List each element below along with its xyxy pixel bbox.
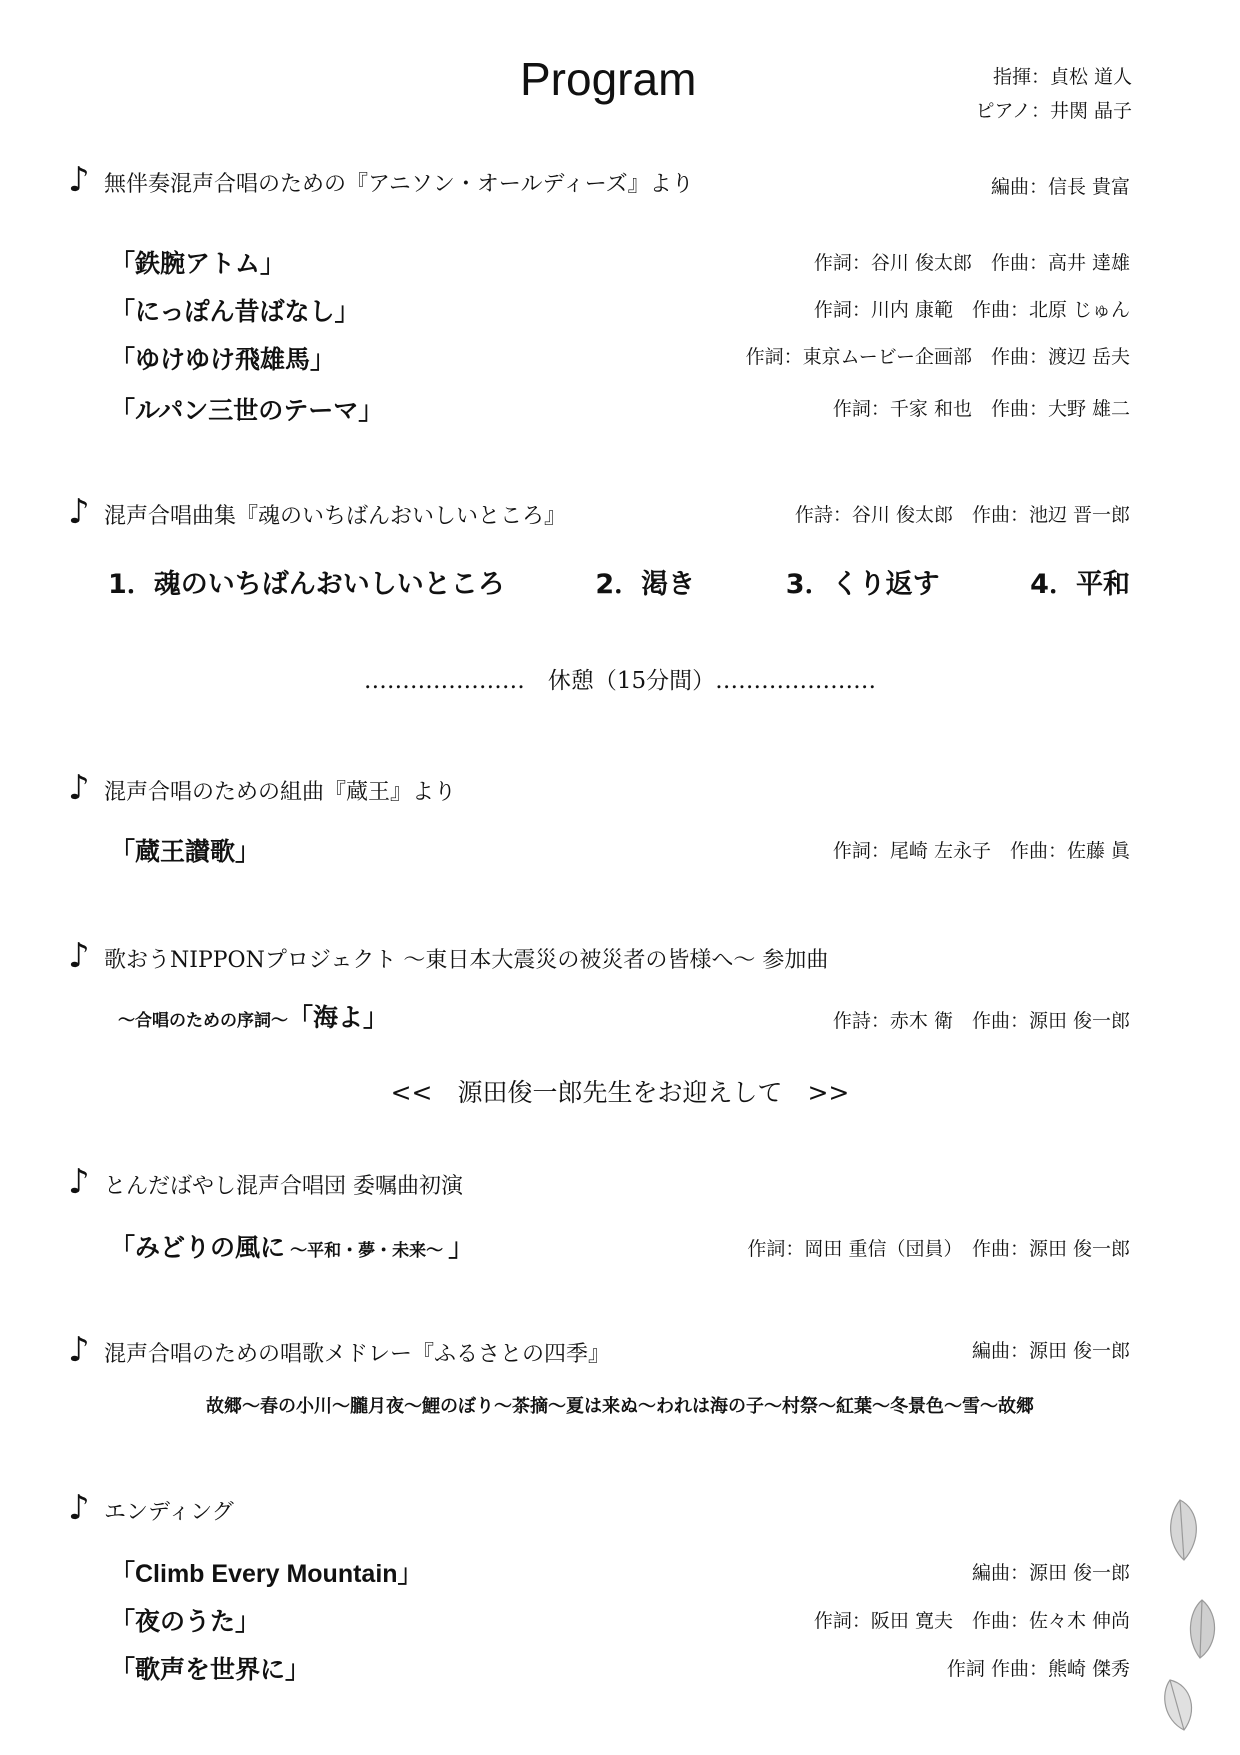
section-credit: 編曲：信長 貴富 [990, 176, 1130, 198]
song-title [118, 998, 388, 1034]
song-title: 「夜のうた」 [110, 1607, 261, 1636]
song-credit: 作詩：赤木 衛 作曲：源田 俊一郎 [832, 1010, 1130, 1032]
song-title: 「にっぽん昔ばなし」 [110, 297, 360, 326]
section-credit: 作詩：谷川 俊太郎 作曲：池辺 晋一郎 [794, 504, 1130, 526]
music-note-icon: ♪ [68, 492, 90, 532]
conductor-credit: 指揮：貞松 道人 [992, 66, 1132, 88]
section-title: 混声合唱のための組曲『蔵王』より [104, 780, 457, 805]
section-title: 混声合唱曲集『魂のいちばんおいしいところ』 [104, 504, 567, 529]
section-heading [68, 492, 566, 532]
song-credit: 作詞：東京ムービー企画部 作曲：渡辺 岳夫 [745, 346, 1130, 368]
song-main-title: 「海よ」 [288, 1003, 389, 1032]
section-heading [68, 768, 456, 808]
song-credit: 作詞：千家 和也 作曲：大野 雄二 [832, 398, 1130, 420]
song-main-title: 「みどりの風に [110, 1233, 286, 1262]
section-heading [68, 1330, 610, 1370]
song-credit: 作詞：岡田 重信（団員） 作曲：源田 俊一郎 [747, 1238, 1130, 1260]
song-credit: 作詞：谷川 俊太郎 作曲：高井 達雄 [813, 252, 1130, 274]
movement-item: 1．魂のいちばんおいしいところ [108, 569, 505, 600]
song-title [110, 1228, 473, 1264]
section-title: 混声合唱のための唱歌メドレー『ふるさとの四季』 [104, 1342, 611, 1367]
song-credit: 作詞：川内 康範 作曲：北原 じゅん [813, 299, 1130, 321]
song-credit: 作詞 作曲：熊崎 傑秀 [946, 1658, 1130, 1680]
movement-item: 2．渇き [595, 569, 696, 600]
song-prefix: ～合唱のための序詞～ [118, 1011, 288, 1031]
song-title: 「ゆけゆけ飛雄馬」 [110, 345, 336, 374]
guest-announcement: << 源田俊一郎先生をお迎えして >> [390, 1078, 850, 1107]
section-heading [68, 1488, 234, 1528]
section-heading [68, 160, 694, 200]
page-title: Program [520, 53, 697, 105]
section-title: 歌おうNIPPONプロジェクト ～東日本大震災の被災者の皆様へ～ 参加曲 [104, 948, 829, 973]
music-note-icon: ♪ [68, 160, 90, 200]
section-title: 無伴奏混声合唱のための『アニソン・オールディーズ』より [104, 172, 694, 197]
song-title: 「蔵王讃歌」 [110, 837, 261, 866]
song-title: 「Climb Every Mountain」 [110, 1560, 423, 1588]
song-title: 「鉄腕アトム」 [110, 249, 286, 278]
music-note-icon: ♪ [68, 1330, 90, 1370]
song-title-close: 」 [448, 1233, 474, 1262]
song-credit: 作詞：阪田 寛夫 作曲：佐々木 伸尚 [813, 1610, 1130, 1632]
song-credit: 作詞：尾崎 左永子 作曲：佐藤 眞 [832, 840, 1130, 862]
music-note-icon: ♪ [68, 1162, 90, 1202]
medley-list: 故郷～春の小川～朧月夜～鯉のぼり～茶摘～夏は来ぬ～われは海の子～村祭～紅葉～冬景色～雪～故郷 [206, 1396, 1034, 1417]
song-credit: 編曲：源田 俊一郎 [971, 1562, 1130, 1584]
piano-credit: ピアノ：井関 晶子 [975, 100, 1132, 122]
movement-list [108, 562, 1130, 601]
music-note-icon: ♪ [68, 936, 90, 976]
song-title: 「歌声を世界に」 [110, 1655, 311, 1684]
section-credit: 編曲：源田 俊一郎 [971, 1340, 1130, 1362]
intermission-text: ………………… 休憩（15分間）………………… [363, 668, 877, 694]
music-note-icon: ♪ [68, 768, 90, 808]
section-title: とんだばやし混声合唱団 委嘱曲初演 [104, 1174, 463, 1199]
song-subtitle: ～平和・夢・未来～ [290, 1241, 444, 1261]
music-note-icon: ♪ [68, 1488, 90, 1528]
song-title: 「ルパン三世のテーマ」 [110, 396, 384, 425]
leaf-icon [1140, 1480, 1230, 1740]
movement-item: 4．平和 [1030, 569, 1130, 600]
section-title: エンディング [104, 1500, 234, 1525]
section-heading [68, 1162, 463, 1202]
movement-item: 3．くり返す [785, 569, 940, 600]
section-heading [68, 936, 828, 976]
